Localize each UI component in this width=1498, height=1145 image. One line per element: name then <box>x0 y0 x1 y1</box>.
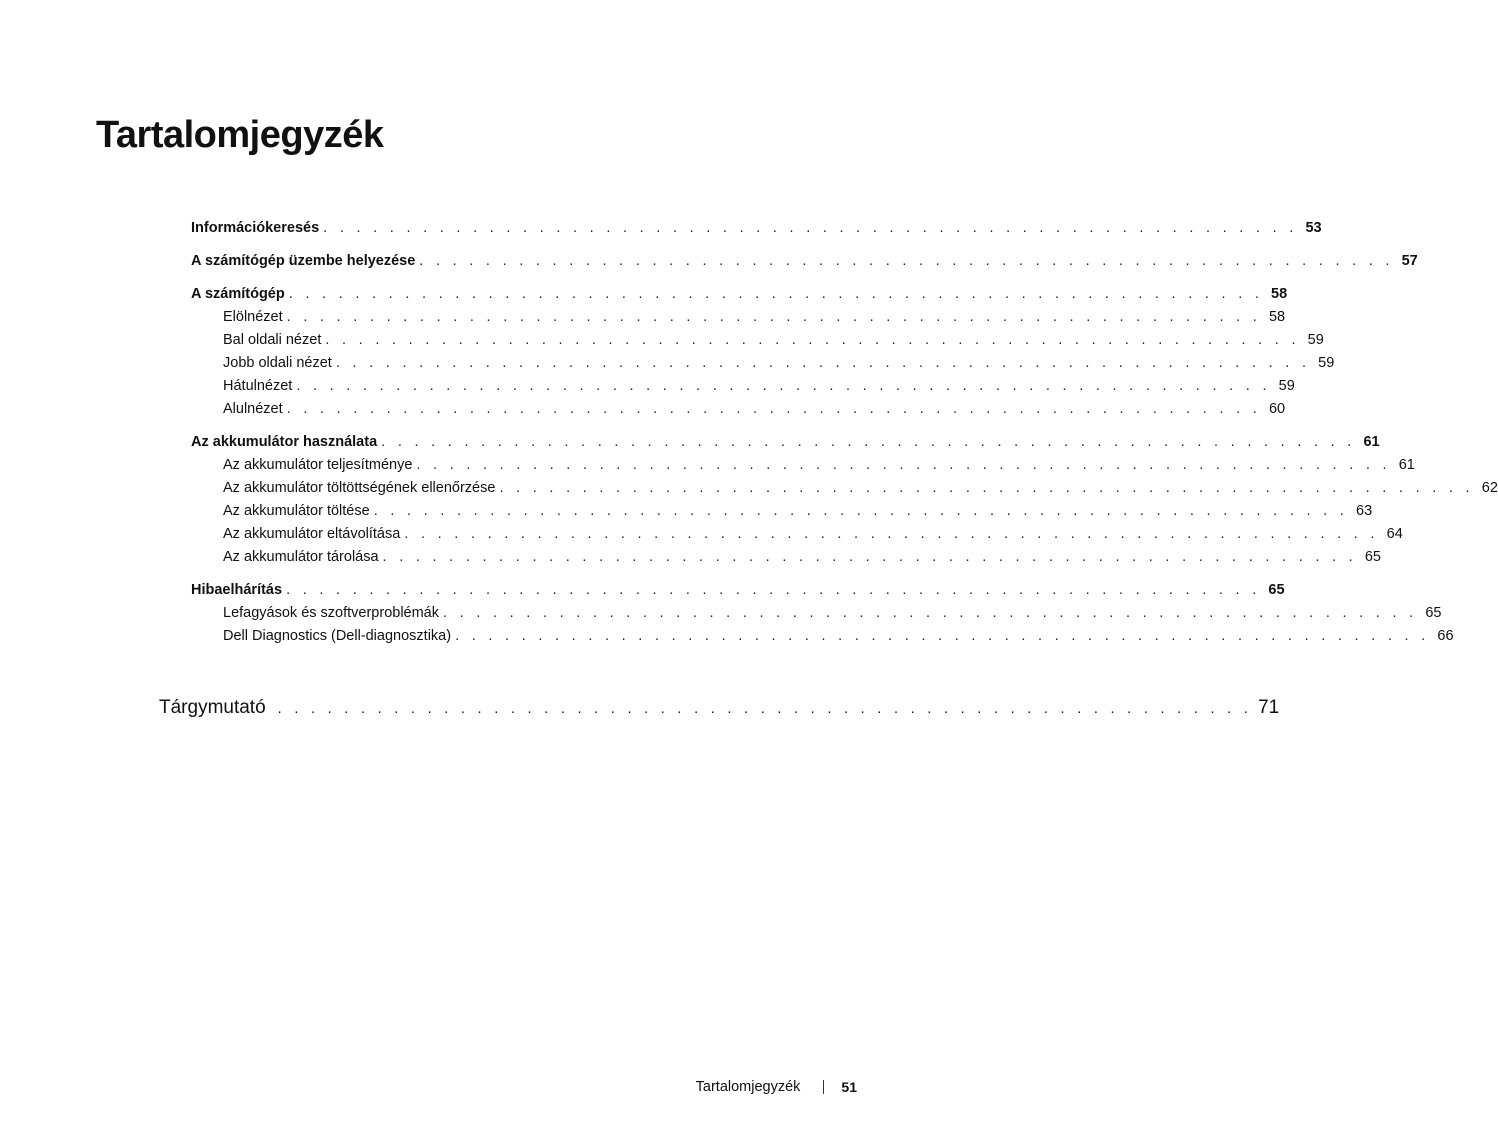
toc-entry-page: 65 <box>1425 605 1442 621</box>
footer-divider <box>823 1080 824 1094</box>
toc-entry-page: 65 <box>1364 549 1381 565</box>
leader-dots: . . . . . . . . . . . . . . . . . . . . . . . . . . . . . . . . . . . . . . . . . . . . . . . . . . . . . . . . . . . <box>499 480 1474 496</box>
leader-dots: . . . . . . . . . . . . . . . . . . . . . . . . . . . . . . . . . . . . . . . . . . . . . . . . . . . . . . . . . . . <box>325 332 1300 348</box>
toc-entry-page: 61 <box>1398 457 1415 473</box>
toc-subentry[interactable] <box>191 500 1373 523</box>
toc-subentry[interactable] <box>191 477 1498 500</box>
toc-entry-label: Hibaelhárítás <box>191 582 283 598</box>
leader-dots: . . . . . . . . . . . . . . . . . . . . . . . . . . . . . . . . . . . . . . . . . . . . . . . . . . . . . . . . . . . <box>286 401 1262 417</box>
toc-entry-label: Bal oldali nézet <box>223 332 322 348</box>
toc-entry-label: Az akkumulátor használata <box>191 434 378 450</box>
toc-entry-page: 53 <box>1305 220 1322 236</box>
toc-entry-page: 59 <box>1318 355 1335 371</box>
toc-subentry[interactable] <box>191 546 1381 569</box>
toc-entry-label: Az akkumulátor töltése <box>223 503 370 519</box>
toc-subentry[interactable] <box>191 625 1454 648</box>
toc-entry-label: Információkeresés <box>191 220 320 236</box>
leader-dots: . . . . . . . . . . . . . . . . . . . . . . . . . . . . . . . . . . . . . . . . . . . . . . . . . . . . . . . . . . . <box>419 253 1394 269</box>
leader-dots: . . . . . . . . . . . . . . . . . . . . . . . . . . . . . . . . . . . . . . . . . . . . . . . . . . . . . . . . . . . <box>323 220 1298 236</box>
toc-entry[interactable] <box>191 283 1288 306</box>
toc-entry-page: 62 <box>1481 480 1498 496</box>
leader-dots: . . . . . . . . . . . . . . . . . . . . . . . . . . . . . . . . . . . . . . . . . . . . . . . . . . . . . . . . . . . <box>286 309 1262 325</box>
toc-entry-label: Alulnézet <box>223 401 283 417</box>
toc-subentry[interactable] <box>191 375 1295 398</box>
leader-dots: . . . . . . . . . . . . . . . . . . . . . . . . . . . . . . . . . . . . . . . . . . . . . . . . . . . . . . . . . . . <box>286 582 1261 598</box>
toc-entry-label: Az akkumulátor teljesítménye <box>223 457 413 473</box>
toc-entry[interactable] <box>191 431 1380 454</box>
toc-entry-label: Elölnézet <box>223 309 283 325</box>
toc-subentry[interactable] <box>191 398 1286 421</box>
toc-entry-page: 58 <box>1268 309 1286 325</box>
toc-entry-label: Jobb oldali nézet <box>223 355 332 371</box>
toc-entry-page: 66 <box>1437 628 1454 644</box>
toc-entry-label: A számítógép <box>191 286 285 302</box>
toc-subentry[interactable] <box>191 352 1335 375</box>
toc-entry-label: Dell Diagnostics (Dell-diagnosztika) <box>223 628 452 644</box>
leader-dots: . . . . . . . . . . . . . . . . . . . . . . . . . . . . . . . . . . . . . . . . . . . . . . . . . . . . . . . . . . . <box>277 701 1253 717</box>
leader-dots: . . . . . . . . . . . . . . . . . . . . . . . . . . . . . . . . . . . . . . . . . . . . . . . . . . . . . . . . . . . <box>381 434 1356 450</box>
index-entry-label: Tárgymutató <box>159 697 266 718</box>
toc-subentry[interactable] <box>191 329 1324 352</box>
toc-entry-page: 64 <box>1386 526 1403 542</box>
toc-entry[interactable] <box>191 217 1322 240</box>
toc-entry-page: 57 <box>1401 253 1418 269</box>
toc-subentry[interactable] <box>191 523 1403 546</box>
leader-dots: . . . . . . . . . . . . . . . . . . . . . . . . . . . . . . . . . . . . . . . . . . . . . . . . . . . . . . . . . . . <box>443 605 1418 621</box>
toc-entry-page: 58 <box>1271 286 1288 302</box>
toc-entry-label: Hátulnézet <box>223 378 293 394</box>
toc-entry-label: Az akkumulátor tárolása <box>223 549 379 565</box>
toc-entry-page: 65 <box>1268 582 1285 598</box>
toc-entry[interactable] <box>191 579 1285 602</box>
leader-dots: . . . . . . . . . . . . . . . . . . . . . . . . . . . . . . . . . . . . . . . . . . . . . . . . . . . . . . . . . . . <box>404 526 1379 542</box>
leader-dots: . . . . . . . . . . . . . . . . . . . . . . . . . . . . . . . . . . . . . . . . . . . . . . . . . . . . . . . . . . . <box>296 378 1271 394</box>
toc-subentry[interactable] <box>191 602 1442 625</box>
footer-section-title: Tartalomjegyzék <box>695 1079 801 1095</box>
index-entry-page: 71 <box>1258 697 1280 718</box>
index-entry[interactable] <box>159 694 1280 723</box>
leader-dots: . . . . . . . . . . . . . . . . . . . . . . . . . . . . . . . . . . . . . . . . . . . . . . . . . . . . . . . . . . . <box>416 457 1391 473</box>
toc-entry-page: 63 <box>1356 503 1373 519</box>
toc-entry-page: 61 <box>1363 434 1380 450</box>
toc-entry-label: Az akkumulátor eltávolítása <box>223 526 401 542</box>
page-title: Tartalomjegyzék <box>96 114 384 156</box>
toc-subentry[interactable] <box>191 306 1286 329</box>
toc-entry-page: 59 <box>1307 332 1324 348</box>
leader-dots: . . . . . . . . . . . . . . . . . . . . . . . . . . . . . . . . . . . . . . . . . . . . . . . . . . . . . . . . . . . <box>373 503 1349 519</box>
toc-entry-label: Az akkumulátor töltöttségének ellenőrzése <box>223 480 496 496</box>
toc-entry-label: A számítógép üzembe helyezése <box>191 253 416 269</box>
page-footer <box>696 1077 857 1097</box>
leader-dots: . . . . . . . . . . . . . . . . . . . . . . . . . . . . . . . . . . . . . . . . . . . . . . . . . . . . . . . . . . . <box>455 628 1430 644</box>
leader-dots: . . . . . . . . . . . . . . . . . . . . . . . . . . . . . . . . . . . . . . . . . . . . . . . . . . . . . . . . . . . <box>335 355 1311 371</box>
toc-entry-page: 60 <box>1268 401 1286 417</box>
toc-entry-label: Lefagyások és szoftverproblémák <box>223 605 439 621</box>
footer-page-number: 51 <box>841 1079 857 1095</box>
toc-entry[interactable] <box>191 250 1418 273</box>
toc-entry-page: 59 <box>1278 378 1295 394</box>
leader-dots: . . . . . . . . . . . . . . . . . . . . . . . . . . . . . . . . . . . . . . . . . . . . . . . . . . . . . . . . . . . <box>288 286 1264 302</box>
table-of-contents <box>191 217 1498 648</box>
toc-subentry[interactable] <box>191 454 1415 477</box>
leader-dots: . . . . . . . . . . . . . . . . . . . . . . . . . . . . . . . . . . . . . . . . . . . . . . . . . . . . . . . . . . . <box>382 549 1357 565</box>
